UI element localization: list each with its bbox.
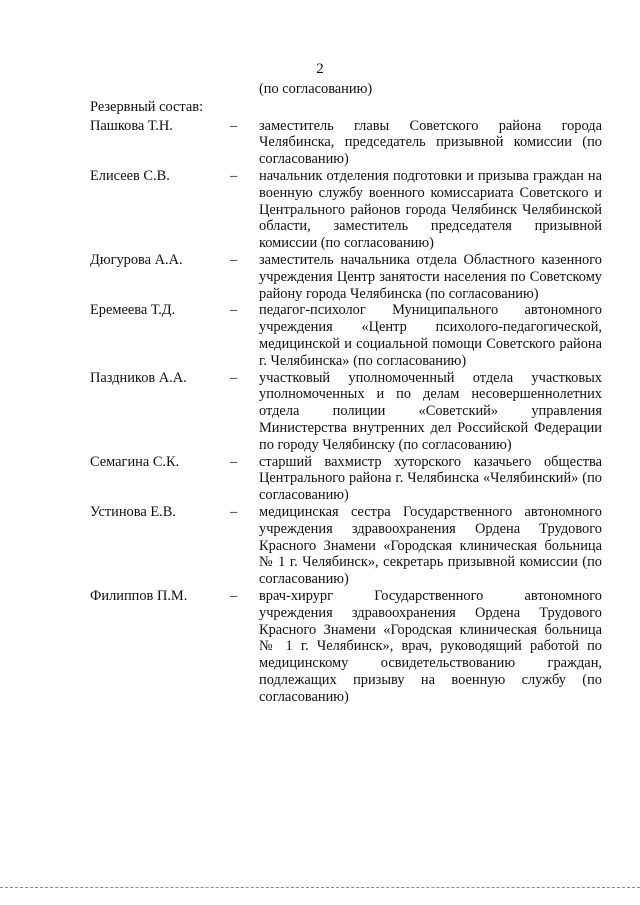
member-description: педагог-психолог Муниципального автономного учреждения «Центр психолого-педагогической, медицинской и социальной помощи Советского района г. Челябинска» (по согласованию) (259, 302, 602, 369)
dash-separator: – (230, 167, 238, 184)
dash-separator: – (230, 587, 238, 604)
member-row (90, 302, 602, 369)
member-name: Семагина С.К. (90, 453, 180, 470)
dash-separator: – (230, 302, 238, 319)
bottom-dashed-divider (0, 887, 640, 888)
member-name: Еремеева Т.Д. (90, 302, 176, 319)
member-row (90, 252, 602, 302)
section-title: Резервный состав: (90, 98, 204, 115)
member-description: начальник отделения подготовки и призыва граждан на военную службу военного комиссариата Советского и Центрального районов города Челябинск Челябинской области, заместитель председателя призывной комиссии (по согласованию) (259, 167, 602, 252)
member-name: Паздников А.А. (90, 369, 187, 386)
member-row (90, 454, 602, 504)
member-row (90, 504, 602, 588)
dash-separator: – (230, 453, 238, 470)
member-description: участковый уполномоченный отдела участковых уполномоченных и по делам несовершеннолетних отдела полиции «Советский» управления Министерства внутренних дел Российской Федерации по городу Челябинску (по согласованию) (259, 369, 602, 453)
member-name: Филиппов П.М. (90, 587, 188, 604)
member-name: Елисеев С.В. (90, 167, 170, 184)
dash-separator: – (230, 117, 238, 134)
member-name: Устинова Е.В. (90, 503, 176, 520)
member-row (90, 168, 602, 252)
page-number: 2 (316, 61, 324, 77)
document-body (90, 81, 602, 705)
member-description: старший вахмистр хуторского казачьего общества Центрального района г. Челябинска «Челябинский» (по согласованию) (259, 453, 602, 504)
member-row (90, 588, 602, 706)
dash-separator: – (230, 503, 238, 520)
member-name: Дюгурова А.А. (90, 251, 183, 268)
dash-separator: – (230, 251, 238, 268)
member-name: Пашкова Т.Н. (90, 117, 173, 134)
top-note: (по согласованию) (259, 81, 373, 97)
member-description: медицинская сестра Государственного автономного учреждения здравоохранения Ордена Трудового Красного Знамени «Городская клиническая больница № 1 г. Челябинск», секретарь призывной комиссии (по согласованию) (259, 503, 602, 588)
member-description: врач-хирург Государственного автономного учреждения здравоохранения Ордена Трудового Красного Знамени «Городская клиническая больница № 1 г. Челябинск», врач, руководящий работой по медицинскому освидетельствованию граждан, подлежащих призыву на военную службу (по согласованию) (259, 587, 602, 705)
member-description: заместитель главы Советского района города Челябинска, председатель призывной комиссии (по согласованию) (259, 117, 602, 168)
dash-separator: – (230, 369, 238, 386)
member-row (90, 370, 602, 454)
member-description: заместитель начальника отдела Областного казенного учреждения Центр занятости населения по Советскому району города Челябинска (по согласованию) (259, 251, 602, 302)
member-row (90, 118, 602, 168)
